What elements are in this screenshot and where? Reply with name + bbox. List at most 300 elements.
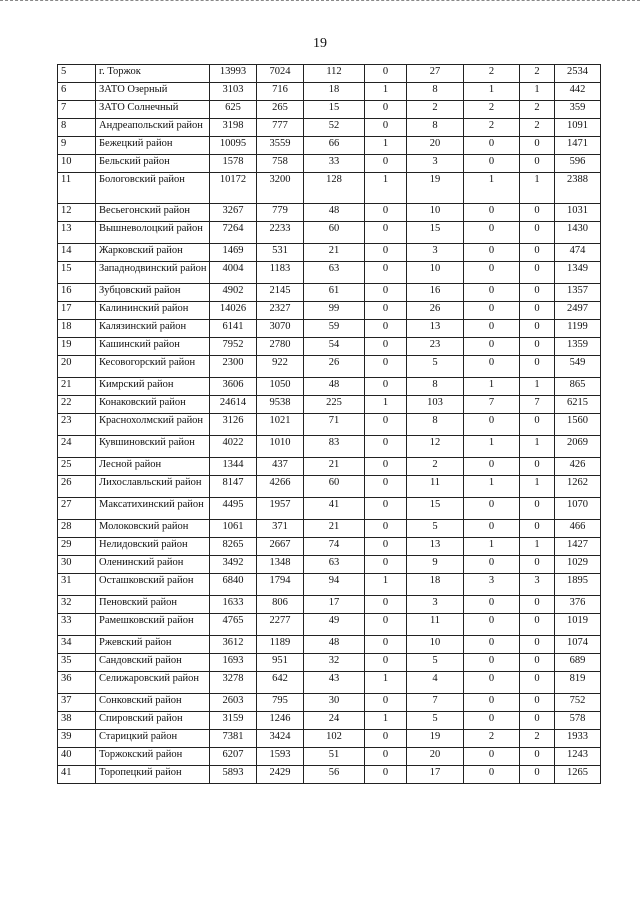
value-cell: 3126 — [210, 414, 257, 436]
value-cell: 0 — [520, 748, 555, 766]
value-cell: 4266 — [257, 476, 304, 498]
value-cell: 442 — [555, 83, 601, 101]
value-cell: 4765 — [210, 614, 257, 636]
table-row — [58, 414, 601, 436]
value-cell: 0 — [464, 284, 520, 302]
row-number-cell: 40 — [58, 748, 96, 766]
table-row — [58, 766, 601, 784]
value-cell: 112 — [304, 65, 365, 83]
value-cell: 41 — [304, 498, 365, 520]
value-cell: 922 — [257, 356, 304, 378]
value-cell: 5 — [407, 654, 464, 672]
value-cell: 1061 — [210, 520, 257, 538]
value-cell: 1578 — [210, 155, 257, 173]
row-number-cell: 8 — [58, 119, 96, 137]
row-number-cell: 13 — [58, 222, 96, 244]
value-cell: 5 — [407, 520, 464, 538]
value-cell: 7952 — [210, 338, 257, 356]
value-cell: 103 — [407, 396, 464, 414]
value-cell: 0 — [520, 672, 555, 694]
table-row — [58, 476, 601, 498]
value-cell: 48 — [304, 378, 365, 396]
value-cell: 3278 — [210, 672, 257, 694]
table-row — [58, 614, 601, 636]
value-cell: 18 — [407, 574, 464, 596]
value-cell: 359 — [555, 101, 601, 119]
table-row — [58, 712, 601, 730]
district-name-cell: Калязинский район — [96, 320, 210, 338]
district-name-cell: Оленинский район — [96, 556, 210, 574]
value-cell: 2429 — [257, 766, 304, 784]
value-cell: 0 — [520, 614, 555, 636]
district-name-cell: Рамешковский район — [96, 614, 210, 636]
value-cell: 1189 — [257, 636, 304, 654]
value-cell: 1 — [365, 396, 407, 414]
value-cell: 0 — [365, 730, 407, 748]
value-cell: 0 — [365, 101, 407, 119]
district-name-cell: Жарковский район — [96, 244, 210, 262]
value-cell: 2 — [464, 119, 520, 137]
table-row — [58, 204, 601, 222]
district-name-cell: Бологовский район — [96, 173, 210, 204]
district-name-cell: Сандовский район — [96, 654, 210, 672]
table-row — [58, 556, 601, 574]
value-cell: 1348 — [257, 556, 304, 574]
district-name-cell: Пеновский район — [96, 596, 210, 614]
value-cell: 777 — [257, 119, 304, 137]
row-number-cell: 28 — [58, 520, 96, 538]
value-cell: 9 — [407, 556, 464, 574]
value-cell: 10 — [407, 204, 464, 222]
table-row — [58, 596, 601, 614]
value-cell: 0 — [365, 556, 407, 574]
value-cell: 0 — [520, 766, 555, 784]
value-cell: 10172 — [210, 173, 257, 204]
table-row — [58, 173, 601, 204]
value-cell: 5 — [407, 356, 464, 378]
value-cell: 1265 — [555, 766, 601, 784]
table-row — [58, 654, 601, 672]
value-cell: 2 — [464, 730, 520, 748]
row-number-cell: 5 — [58, 65, 96, 83]
value-cell: 3559 — [257, 137, 304, 155]
district-name-cell: Максатихинский район — [96, 498, 210, 520]
value-cell: 0 — [464, 414, 520, 436]
table-row — [58, 396, 601, 414]
value-cell: 2 — [520, 101, 555, 119]
value-cell: 8147 — [210, 476, 257, 498]
district-name-cell: Весьегонский район — [96, 204, 210, 222]
value-cell: 4495 — [210, 498, 257, 520]
table-row — [58, 284, 601, 302]
value-cell: 102 — [304, 730, 365, 748]
row-number-cell: 29 — [58, 538, 96, 556]
value-cell: 426 — [555, 458, 601, 476]
value-cell: 265 — [257, 101, 304, 119]
value-cell: 4 — [407, 672, 464, 694]
value-cell: 3 — [520, 574, 555, 596]
value-cell: 0 — [365, 498, 407, 520]
value-cell: 0 — [520, 458, 555, 476]
row-number-cell: 33 — [58, 614, 96, 636]
value-cell: 0 — [520, 356, 555, 378]
value-cell: 371 — [257, 520, 304, 538]
value-cell: 1560 — [555, 414, 601, 436]
value-cell: 56 — [304, 766, 365, 784]
row-number-cell: 34 — [58, 636, 96, 654]
value-cell: 865 — [555, 378, 601, 396]
district-name-cell: Торжокский район — [96, 748, 210, 766]
district-name-cell: Бежецкий район — [96, 137, 210, 155]
value-cell: 0 — [464, 204, 520, 222]
value-cell: 0 — [464, 222, 520, 244]
value-cell: 14026 — [210, 302, 257, 320]
value-cell: 1359 — [555, 338, 601, 356]
value-cell: 94 — [304, 574, 365, 596]
value-cell: 689 — [555, 654, 601, 672]
table-row — [58, 101, 601, 119]
value-cell: 437 — [257, 458, 304, 476]
value-cell: 2 — [464, 65, 520, 83]
value-cell: 21 — [304, 520, 365, 538]
value-cell: 4902 — [210, 284, 257, 302]
value-cell: 0 — [520, 204, 555, 222]
row-number-cell: 39 — [58, 730, 96, 748]
value-cell: 0 — [520, 302, 555, 320]
value-cell: 0 — [464, 338, 520, 356]
table-row — [58, 694, 601, 712]
value-cell: 0 — [464, 712, 520, 730]
value-cell: 0 — [520, 694, 555, 712]
value-cell: 0 — [520, 636, 555, 654]
table-row — [58, 244, 601, 262]
value-cell: 0 — [520, 137, 555, 155]
district-name-cell: Молоковский район — [96, 520, 210, 538]
value-cell: 0 — [365, 654, 407, 672]
row-number-cell: 12 — [58, 204, 96, 222]
value-cell: 63 — [304, 262, 365, 284]
district-name-cell: Торопецкий район — [96, 766, 210, 784]
value-cell: 0 — [365, 244, 407, 262]
value-cell: 8 — [407, 414, 464, 436]
value-cell: 0 — [365, 222, 407, 244]
value-cell: 1074 — [555, 636, 601, 654]
value-cell: 3198 — [210, 119, 257, 137]
table-row — [58, 378, 601, 396]
value-cell: 1 — [520, 436, 555, 458]
value-cell: 0 — [464, 748, 520, 766]
value-cell: 10 — [407, 262, 464, 284]
value-cell: 21 — [304, 458, 365, 476]
value-cell: 7264 — [210, 222, 257, 244]
table-row — [58, 636, 601, 654]
value-cell: 1895 — [555, 574, 601, 596]
district-name-cell: Осташковский район — [96, 574, 210, 596]
value-cell: 4004 — [210, 262, 257, 284]
value-cell: 1933 — [555, 730, 601, 748]
value-cell: 20 — [407, 137, 464, 155]
value-cell: 6215 — [555, 396, 601, 414]
district-name-cell: Лихославльский район — [96, 476, 210, 498]
value-cell: 1243 — [555, 748, 601, 766]
value-cell: 30 — [304, 694, 365, 712]
value-cell: 1 — [464, 538, 520, 556]
page-number: 19 — [313, 36, 327, 51]
value-cell: 7 — [520, 396, 555, 414]
value-cell: 0 — [365, 748, 407, 766]
row-number-cell: 37 — [58, 694, 96, 712]
row-number-cell: 20 — [58, 356, 96, 378]
value-cell: 71 — [304, 414, 365, 436]
value-cell: 66 — [304, 137, 365, 155]
row-number-cell: 15 — [58, 262, 96, 284]
value-cell: 3103 — [210, 83, 257, 101]
value-cell: 1070 — [555, 498, 601, 520]
value-cell: 0 — [464, 458, 520, 476]
value-cell: 2780 — [257, 338, 304, 356]
value-cell: 16 — [407, 284, 464, 302]
table-row — [58, 436, 601, 458]
value-cell: 0 — [365, 320, 407, 338]
value-cell: 1010 — [257, 436, 304, 458]
value-cell: 0 — [365, 204, 407, 222]
value-cell: 11 — [407, 476, 464, 498]
value-cell: 1 — [365, 712, 407, 730]
value-cell: 2 — [407, 101, 464, 119]
value-cell: 3606 — [210, 378, 257, 396]
value-cell: 0 — [365, 155, 407, 173]
table-row — [58, 320, 601, 338]
row-number-cell: 27 — [58, 498, 96, 520]
value-cell: 2277 — [257, 614, 304, 636]
value-cell: 0 — [365, 694, 407, 712]
value-cell: 19 — [407, 173, 464, 204]
value-cell: 1 — [365, 173, 407, 204]
value-cell: 15 — [407, 498, 464, 520]
value-cell: 27 — [407, 65, 464, 83]
value-cell: 2300 — [210, 356, 257, 378]
district-name-cell: Сонковский район — [96, 694, 210, 712]
value-cell: 5893 — [210, 766, 257, 784]
table-row — [58, 262, 601, 284]
value-cell: 51 — [304, 748, 365, 766]
value-cell: 2667 — [257, 538, 304, 556]
value-cell: 0 — [365, 338, 407, 356]
value-cell: 63 — [304, 556, 365, 574]
value-cell: 0 — [464, 498, 520, 520]
district-name-cell: Краснохолмский район — [96, 414, 210, 436]
value-cell: 1344 — [210, 458, 257, 476]
value-cell: 1349 — [555, 262, 601, 284]
table-row — [58, 672, 601, 694]
row-number-cell: 14 — [58, 244, 96, 262]
value-cell: 0 — [520, 556, 555, 574]
value-cell: 83 — [304, 436, 365, 458]
value-cell: 0 — [520, 244, 555, 262]
table-row — [58, 458, 601, 476]
value-cell: 17 — [304, 596, 365, 614]
value-cell: 0 — [464, 244, 520, 262]
value-cell: 1693 — [210, 654, 257, 672]
table-row — [58, 302, 601, 320]
district-name-cell: Западнодвинский район — [96, 262, 210, 284]
value-cell: 2 — [464, 101, 520, 119]
value-cell: 21 — [304, 244, 365, 262]
row-number-cell: 38 — [58, 712, 96, 730]
row-number-cell: 30 — [58, 556, 96, 574]
value-cell: 15 — [407, 222, 464, 244]
value-cell: 951 — [257, 654, 304, 672]
value-cell: 819 — [555, 672, 601, 694]
value-cell: 8265 — [210, 538, 257, 556]
value-cell: 10 — [407, 636, 464, 654]
table-row — [58, 338, 601, 356]
value-cell: 2534 — [555, 65, 601, 83]
value-cell: 2 — [520, 65, 555, 83]
value-cell: 1469 — [210, 244, 257, 262]
value-cell: 1427 — [555, 538, 601, 556]
value-cell: 1 — [464, 436, 520, 458]
value-cell: 0 — [464, 694, 520, 712]
district-name-cell: Бельский район — [96, 155, 210, 173]
value-cell: 0 — [365, 520, 407, 538]
value-cell: 4022 — [210, 436, 257, 458]
value-cell: 2233 — [257, 222, 304, 244]
value-cell: 0 — [520, 320, 555, 338]
row-number-cell: 10 — [58, 155, 96, 173]
value-cell: 0 — [464, 155, 520, 173]
value-cell: 0 — [365, 378, 407, 396]
value-cell: 795 — [257, 694, 304, 712]
value-cell: 0 — [520, 284, 555, 302]
value-cell: 7 — [464, 396, 520, 414]
value-cell: 3 — [407, 244, 464, 262]
value-cell: 23 — [407, 338, 464, 356]
value-cell: 11 — [407, 614, 464, 636]
table-row — [58, 730, 601, 748]
table-row — [58, 520, 601, 538]
value-cell: 33 — [304, 155, 365, 173]
value-cell: 0 — [464, 766, 520, 784]
table-row — [58, 498, 601, 520]
value-cell: 0 — [520, 338, 555, 356]
district-data-table — [57, 64, 601, 784]
value-cell: 6840 — [210, 574, 257, 596]
value-cell: 0 — [464, 262, 520, 284]
value-cell: 3612 — [210, 636, 257, 654]
value-cell: 3200 — [257, 173, 304, 204]
district-name-cell: Старицкий район — [96, 730, 210, 748]
value-cell: 0 — [365, 636, 407, 654]
value-cell: 1593 — [257, 748, 304, 766]
value-cell: 0 — [365, 476, 407, 498]
scan-top-edge — [0, 0, 640, 3]
value-cell: 20 — [407, 748, 464, 766]
value-cell: 1031 — [555, 204, 601, 222]
value-cell: 2388 — [555, 173, 601, 204]
value-cell: 1 — [520, 173, 555, 204]
row-number-cell: 18 — [58, 320, 96, 338]
value-cell: 3 — [407, 155, 464, 173]
value-cell: 0 — [464, 320, 520, 338]
value-cell: 0 — [365, 614, 407, 636]
district-name-cell: Калининский район — [96, 302, 210, 320]
value-cell: 0 — [464, 302, 520, 320]
row-number-cell: 24 — [58, 436, 96, 458]
value-cell: 48 — [304, 636, 365, 654]
value-cell: 60 — [304, 222, 365, 244]
value-cell: 0 — [365, 538, 407, 556]
value-cell: 26 — [407, 302, 464, 320]
row-number-cell: 7 — [58, 101, 96, 119]
row-number-cell: 32 — [58, 596, 96, 614]
value-cell: 0 — [365, 356, 407, 378]
value-cell: 1 — [464, 378, 520, 396]
table-row — [58, 119, 601, 137]
value-cell: 466 — [555, 520, 601, 538]
value-cell: 128 — [304, 173, 365, 204]
value-cell: 99 — [304, 302, 365, 320]
value-cell: 26 — [304, 356, 365, 378]
value-cell: 61 — [304, 284, 365, 302]
value-cell: 642 — [257, 672, 304, 694]
value-cell: 0 — [520, 596, 555, 614]
district-name-cell: Зубцовский район — [96, 284, 210, 302]
value-cell: 0 — [520, 654, 555, 672]
value-cell: 2497 — [555, 302, 601, 320]
district-name-cell: Кимрский район — [96, 378, 210, 396]
value-cell: 1 — [464, 476, 520, 498]
value-cell: 60 — [304, 476, 365, 498]
value-cell: 1050 — [257, 378, 304, 396]
value-cell: 1357 — [555, 284, 601, 302]
value-cell: 59 — [304, 320, 365, 338]
value-cell: 758 — [257, 155, 304, 173]
value-cell: 8 — [407, 119, 464, 137]
value-cell: 0 — [464, 137, 520, 155]
value-cell: 1199 — [555, 320, 601, 338]
district-name-cell: Андреапольский район — [96, 119, 210, 137]
value-cell: 49 — [304, 614, 365, 636]
district-name-cell: Лесной район — [96, 458, 210, 476]
value-cell: 0 — [365, 284, 407, 302]
district-name-cell: Кесовогорский район — [96, 356, 210, 378]
value-cell: 2 — [520, 119, 555, 137]
district-name-cell: Кувшиновский район — [96, 436, 210, 458]
value-cell: 48 — [304, 204, 365, 222]
value-cell: 13993 — [210, 65, 257, 83]
value-cell: 0 — [365, 458, 407, 476]
value-cell: 0 — [365, 436, 407, 458]
table-row — [58, 748, 601, 766]
value-cell: 578 — [555, 712, 601, 730]
value-cell: 1 — [464, 83, 520, 101]
value-cell: 6207 — [210, 748, 257, 766]
value-cell: 7381 — [210, 730, 257, 748]
district-name-cell: Конаковский район — [96, 396, 210, 414]
district-name-cell: г. Торжок — [96, 65, 210, 83]
value-cell: 0 — [464, 556, 520, 574]
value-cell: 1029 — [555, 556, 601, 574]
value-cell: 1471 — [555, 137, 601, 155]
value-cell: 3492 — [210, 556, 257, 574]
value-cell: 9538 — [257, 396, 304, 414]
table-row — [58, 155, 601, 173]
value-cell: 18 — [304, 83, 365, 101]
value-cell: 5 — [407, 712, 464, 730]
value-cell: 1091 — [555, 119, 601, 137]
value-cell: 0 — [464, 596, 520, 614]
